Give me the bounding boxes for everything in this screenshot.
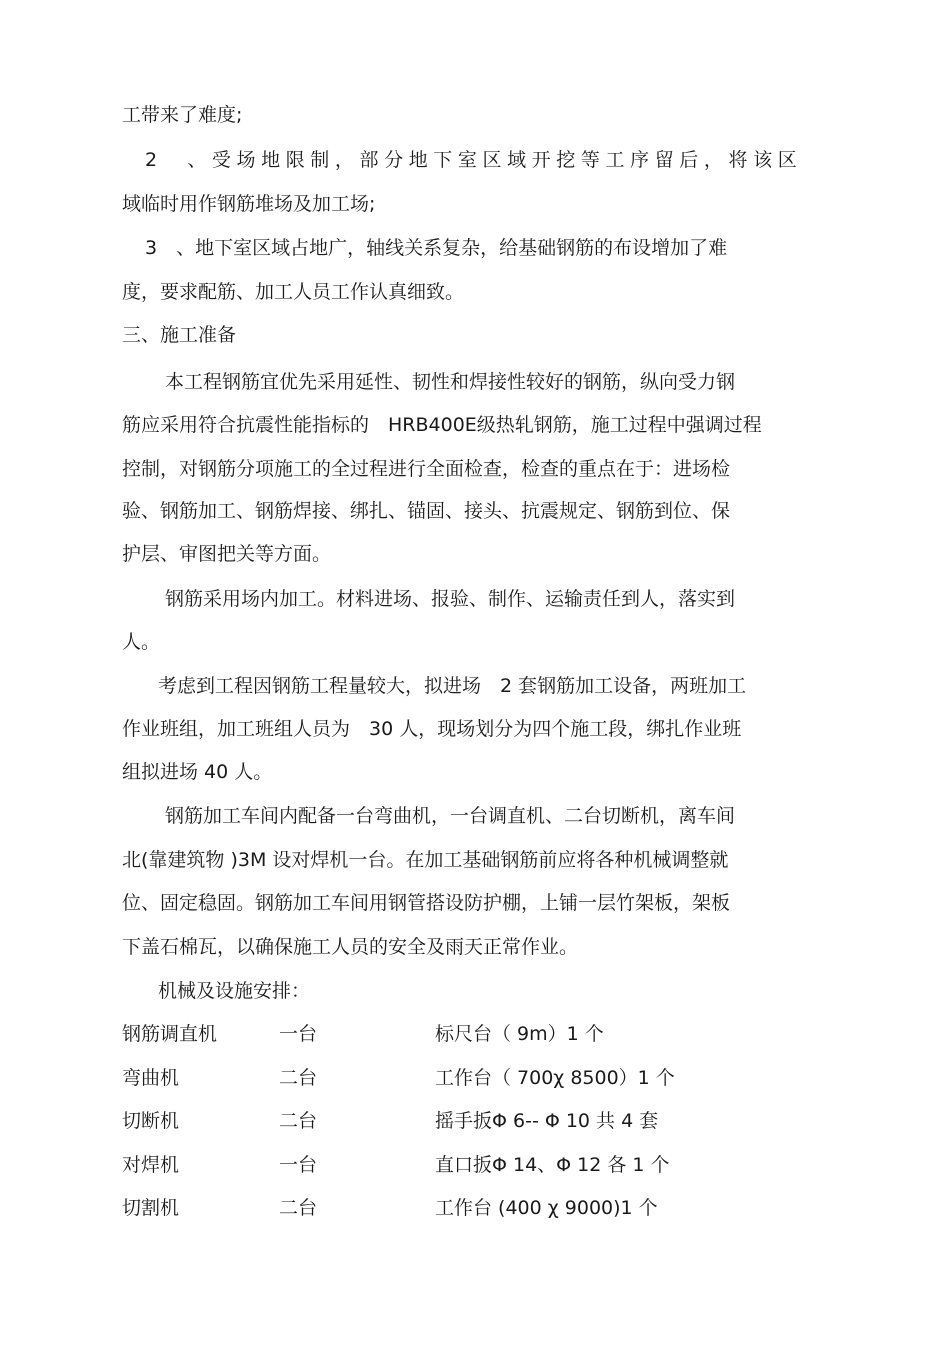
machine-name: 切割机 <box>122 1197 180 1219</box>
section-heading: 三、施工准备 <box>122 324 237 346</box>
text-line: 护层、审图把关等方面。 <box>122 543 332 565</box>
machine-name: 弯曲机 <box>122 1067 180 1089</box>
facility-item: 工作台 (400 χ 9000)1 个 <box>435 1197 658 1219</box>
machine-qty: 一台 <box>279 1154 318 1176</box>
text-line: 本工程钢筋宜优先采用延性、韧性和焊接性较好的钢筋，纵向受力钢 <box>165 371 736 393</box>
text-line: 钢筋采用场内加工。材料进场、报验、制作、运输责任到人，落实到 <box>165 588 736 610</box>
text-line: 组拟进场 40 人。 <box>122 761 273 783</box>
text-line: 下盖石棉瓦，以确保施工人员的安全及雨天正常作业。 <box>122 936 579 958</box>
text-line: 考虑到工程因钢筋工程量较大，拟进场 2 套钢筋加工设备，两班加工 <box>158 675 747 697</box>
text-line: 北(靠建筑物 )3M 设对焊机一台。在加工基础钢筋前应将各种机械调整就 <box>122 849 729 871</box>
equipment-row <box>122 1196 822 1220</box>
machine-name: 对焊机 <box>122 1154 180 1176</box>
facility-item: 摇手扳Φ 6-- Φ 10 共 4 套 <box>435 1110 659 1132</box>
equipment-row <box>122 1022 822 1046</box>
text-line: 筋应采用符合抗震性能指标的 HRB400E级热轧钢筋，施工过程中强调过程 <box>122 414 762 436</box>
equipment-row <box>122 1109 822 1133</box>
facility-item: 工作台（ 700χ 8500）1 个 <box>435 1067 675 1089</box>
text-line: 2 、受场地限制，部分地下室区域开挖等工序留后，将该区 <box>145 149 803 171</box>
facility-item: 直口扳Φ 14、Φ 12 各 1 个 <box>435 1154 670 1176</box>
machine-qty: 一台 <box>279 1023 318 1045</box>
text-line: 机械及设施安排： <box>158 980 311 1002</box>
machine-name: 钢筋调直机 <box>122 1023 218 1045</box>
text-line: 作业班组，加工班组人员为 30 人，现场划分为四个施工段，绑扎作业班 <box>122 718 742 740</box>
text-line: 钢筋加工车间内配备一台弯曲机，一台调直机、二台切断机，离车间 <box>165 805 736 827</box>
machine-qty: 二台 <box>279 1067 318 1089</box>
equipment-row <box>122 1153 822 1177</box>
text-line: 3 、地下室区域占地广，轴线关系复杂，给基础钢筋的布设增加了难 <box>145 237 728 259</box>
text-line: 人。 <box>122 631 161 653</box>
equipment-row <box>122 1066 822 1090</box>
machine-qty: 二台 <box>279 1197 318 1219</box>
text-line: 验、钢筋加工、钢筋焊接、绑扎、锚固、接头、抗震规定、钢筋到位、保 <box>122 500 731 522</box>
machine-name: 切断机 <box>122 1110 180 1132</box>
text-line: 控制，对钢筋分项施工的全过程进行全面检查，检查的重点在于：进场检 <box>122 458 731 480</box>
text-line: 工带来了难度; <box>122 104 243 126</box>
text-line: 域临时用作钢筋堆场及加工场; <box>122 193 376 215</box>
text-line: 位、固定稳固。钢筋加工车间用钢管搭设防护棚，上铺一层竹架板，架板 <box>122 892 731 914</box>
machine-qty: 二台 <box>279 1110 318 1132</box>
text-line: 度，要求配筋、加工人员工作认真细致。 <box>122 281 465 303</box>
facility-item: 标尺台（ 9m）1 个 <box>435 1023 604 1045</box>
